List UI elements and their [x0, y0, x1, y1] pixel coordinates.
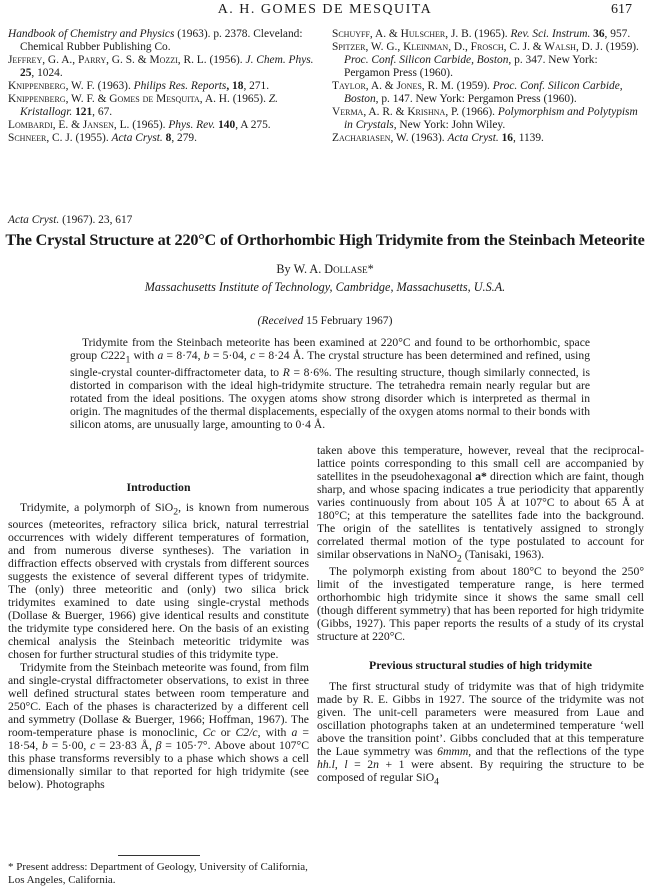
reference-item: Jeffrey, G. A., Parry, G. S. & Mozzi, R. L. (1956). J. Chem. Phys. 25, 1024.: [8, 54, 314, 79]
reference-item: Schuyff, A. & Hulscher, J. B. (1965). Rev. Sci. Instrum. 36, 957.: [332, 28, 631, 40]
references-right: [332, 28, 644, 145]
article-authors: By W. A. Dollase*: [276, 262, 374, 276]
paragraph: Tridymite from the Steinbach meteorite was found, from film and single-crystal diffractometer observations, to exist in three well defined structural states between room temperature and 250°C. Each of the phases is characterized by a different cell and symmetry (Dollase & Buerger, 1966; Hoffman, 1967). The room-temperature phase is monoclinic, Cc or C2/c, with a = 18·54, b = 5·00, c = 23·83 Å, β = 105·7°. Above about 107°C this phase transforms reversibly to a phase which shows a cell dimensionally similar to that reported for high tridymite (see below). Photographs: [8, 661, 309, 792]
article-title: The Crystal Structure at 220°C of Orthorhombic High Tridymite from the Steinbach Meteorite: [5, 231, 645, 249]
paragraph: taken above this temperature, however, reveal that the reciprocal-lattice points corresponding to this small cell are accompanied by satellites in the pseudohexagonal a* direction which are faint, though sharp, and whose spacing indicates a true periodicity that apparently varies continuously from about 105 Å at 107°C to about 65 Å at 180°C; at this temperature the satellites fade into the background. The origin of the satellites is tentatively assigned to strongly correlated thermal motion of the type postulated to account for similar observations in NaNO$_2$ (Tanisaki, 1963).: [317, 444, 644, 565]
reference-item: Handbook of Chemistry and Physics (1963). p. 2378. Cleveland: Chemical Rubber Publishing Co.: [8, 28, 303, 53]
reference-item: Lombardi, E. & Jansen, L. (1965). Phys. Rev. 140, A 275.: [8, 119, 271, 131]
abstract: Tridymite from the Steinbach meteorite has been examined at 220°C and found to be orthorhombic, space group $C222_1$ with a = 8·74, b = 5·04, c = 8·24 Å. The crystal structure has been determined and refined, using single-crystal counter-diffractometer data, to R = 8·6%. The resulting structure, though similarly connected, is distorted in comparison with the ideal high-tridymite structure. The tetrahedra remain nearly regular but are rotated from the ideal positions. The oxygen atoms show strong disorder which is interpreted as thermal in origin. The magnitudes of the thermal displacements, especially of the oxygen atoms normal to their bonds with silicon atoms, are unusually large, amounting to 0·4 Å.: [70, 336, 591, 431]
article-citation: Acta Cryst. (1967). 23, 617: [8, 214, 133, 226]
reference-item: Knippenberg, W. F. & Gomes de Mesquita, A. H. (1965). Z. Kristallogr. 121, 67.: [8, 93, 278, 118]
reference-item: Taylor, A. & Jones, R. M. (1959). Proc. Conf. Silicon Carbide, Boston, p. 147. New York: Pergamon Press (1960).: [332, 80, 623, 105]
left-column: [8, 475, 309, 791]
right-column: [317, 444, 644, 789]
footnote: * Present address: Department of Geology, University of California, Los Angeles, California.: [8, 861, 308, 886]
section-heading-introduction: Introduction: [126, 480, 191, 494]
reference-item: Schneer, C. J. (1955). Acta Cryst. 8, 279.: [8, 132, 197, 144]
reference-item: Zachariasen, W. (1963). Acta Cryst. 16, 1139.: [332, 132, 544, 144]
footnote-rule: [118, 855, 200, 856]
reference-item: Spitzer, W. G., Kleinman, D., Frosch, C. J. & Walsh, D. J. (1959). Proc. Conf. Silicon Carbide, Boston, p. 347. New York: Pergamon Press (1960).: [332, 41, 639, 79]
paragraph: Tridymite, a polymorph of SiO$_2$, is known from numerous sources (meteorites, refractory silica brick, natural terrestrial occurrences with widely different temperatures of formation, and from numerous diverse syntheses). The variation in diffraction effects observed with crystals from different sources suggests the existence of several different types of tridymite. The (only) three meteoritic and (only) two silica brick tridymites examined to date using single-crystal methods (Dollase & Buerger, 1966) give identical results and constitute the tridymite type considered here. On the basis of an existing chemical analysis the Steinbach meteoritic tridymite was chosen for further structural studies of this tridymite type.: [8, 501, 309, 662]
reference-item: Verma, A. R. & Krishna, P. (1966). Polymorphism and Polytypism in Crystals, New York: John Wiley.: [332, 106, 638, 131]
reference-item: Knippenberg, W. F. (1963). Philips Res. Reports, 18, 271.: [8, 80, 270, 92]
page-header: [0, 0, 650, 22]
author-affiliation: Massachusetts Institute of Technology, Cambridge, Massachusetts, U.S.A.: [144, 280, 506, 294]
page-number: 617: [611, 2, 632, 17]
running-head: A. H. GOMES DE MESQUITA: [217, 2, 433, 17]
paragraph: The first structural study of tridymite was that of high tridymite made by R. E. Gibbs in 1927. The source of the tridymite was not given. The unit-cell parameters were measured from Laue and oscillation photographs taken at an undetermined temperature ‘well above the transition point’. Gibbs concluded that at this temperature the Laue symmetry was 6mmm, and that the reflections of the type hh.l, l = 2n + 1 were absent. By requiring the structure to be composed of regular SiO$_4$: [317, 680, 645, 788]
section-heading-previous-studies: Previous structural studies of high tridymite: [369, 658, 592, 673]
received-date: (Received 15 February 1967): [257, 314, 393, 327]
paragraph: The polymorph existing from about 180°C to beyond the 250° limit of the investigated temperature range, is here termed orthorhombic high tridymite since it shows the same small cell (though different symmetry) that has been reported for high tridymite (Gibbs, 1927). This paper reports the results of a study of its crystal structure at 220°C.: [317, 565, 644, 644]
references-left: [8, 28, 318, 145]
